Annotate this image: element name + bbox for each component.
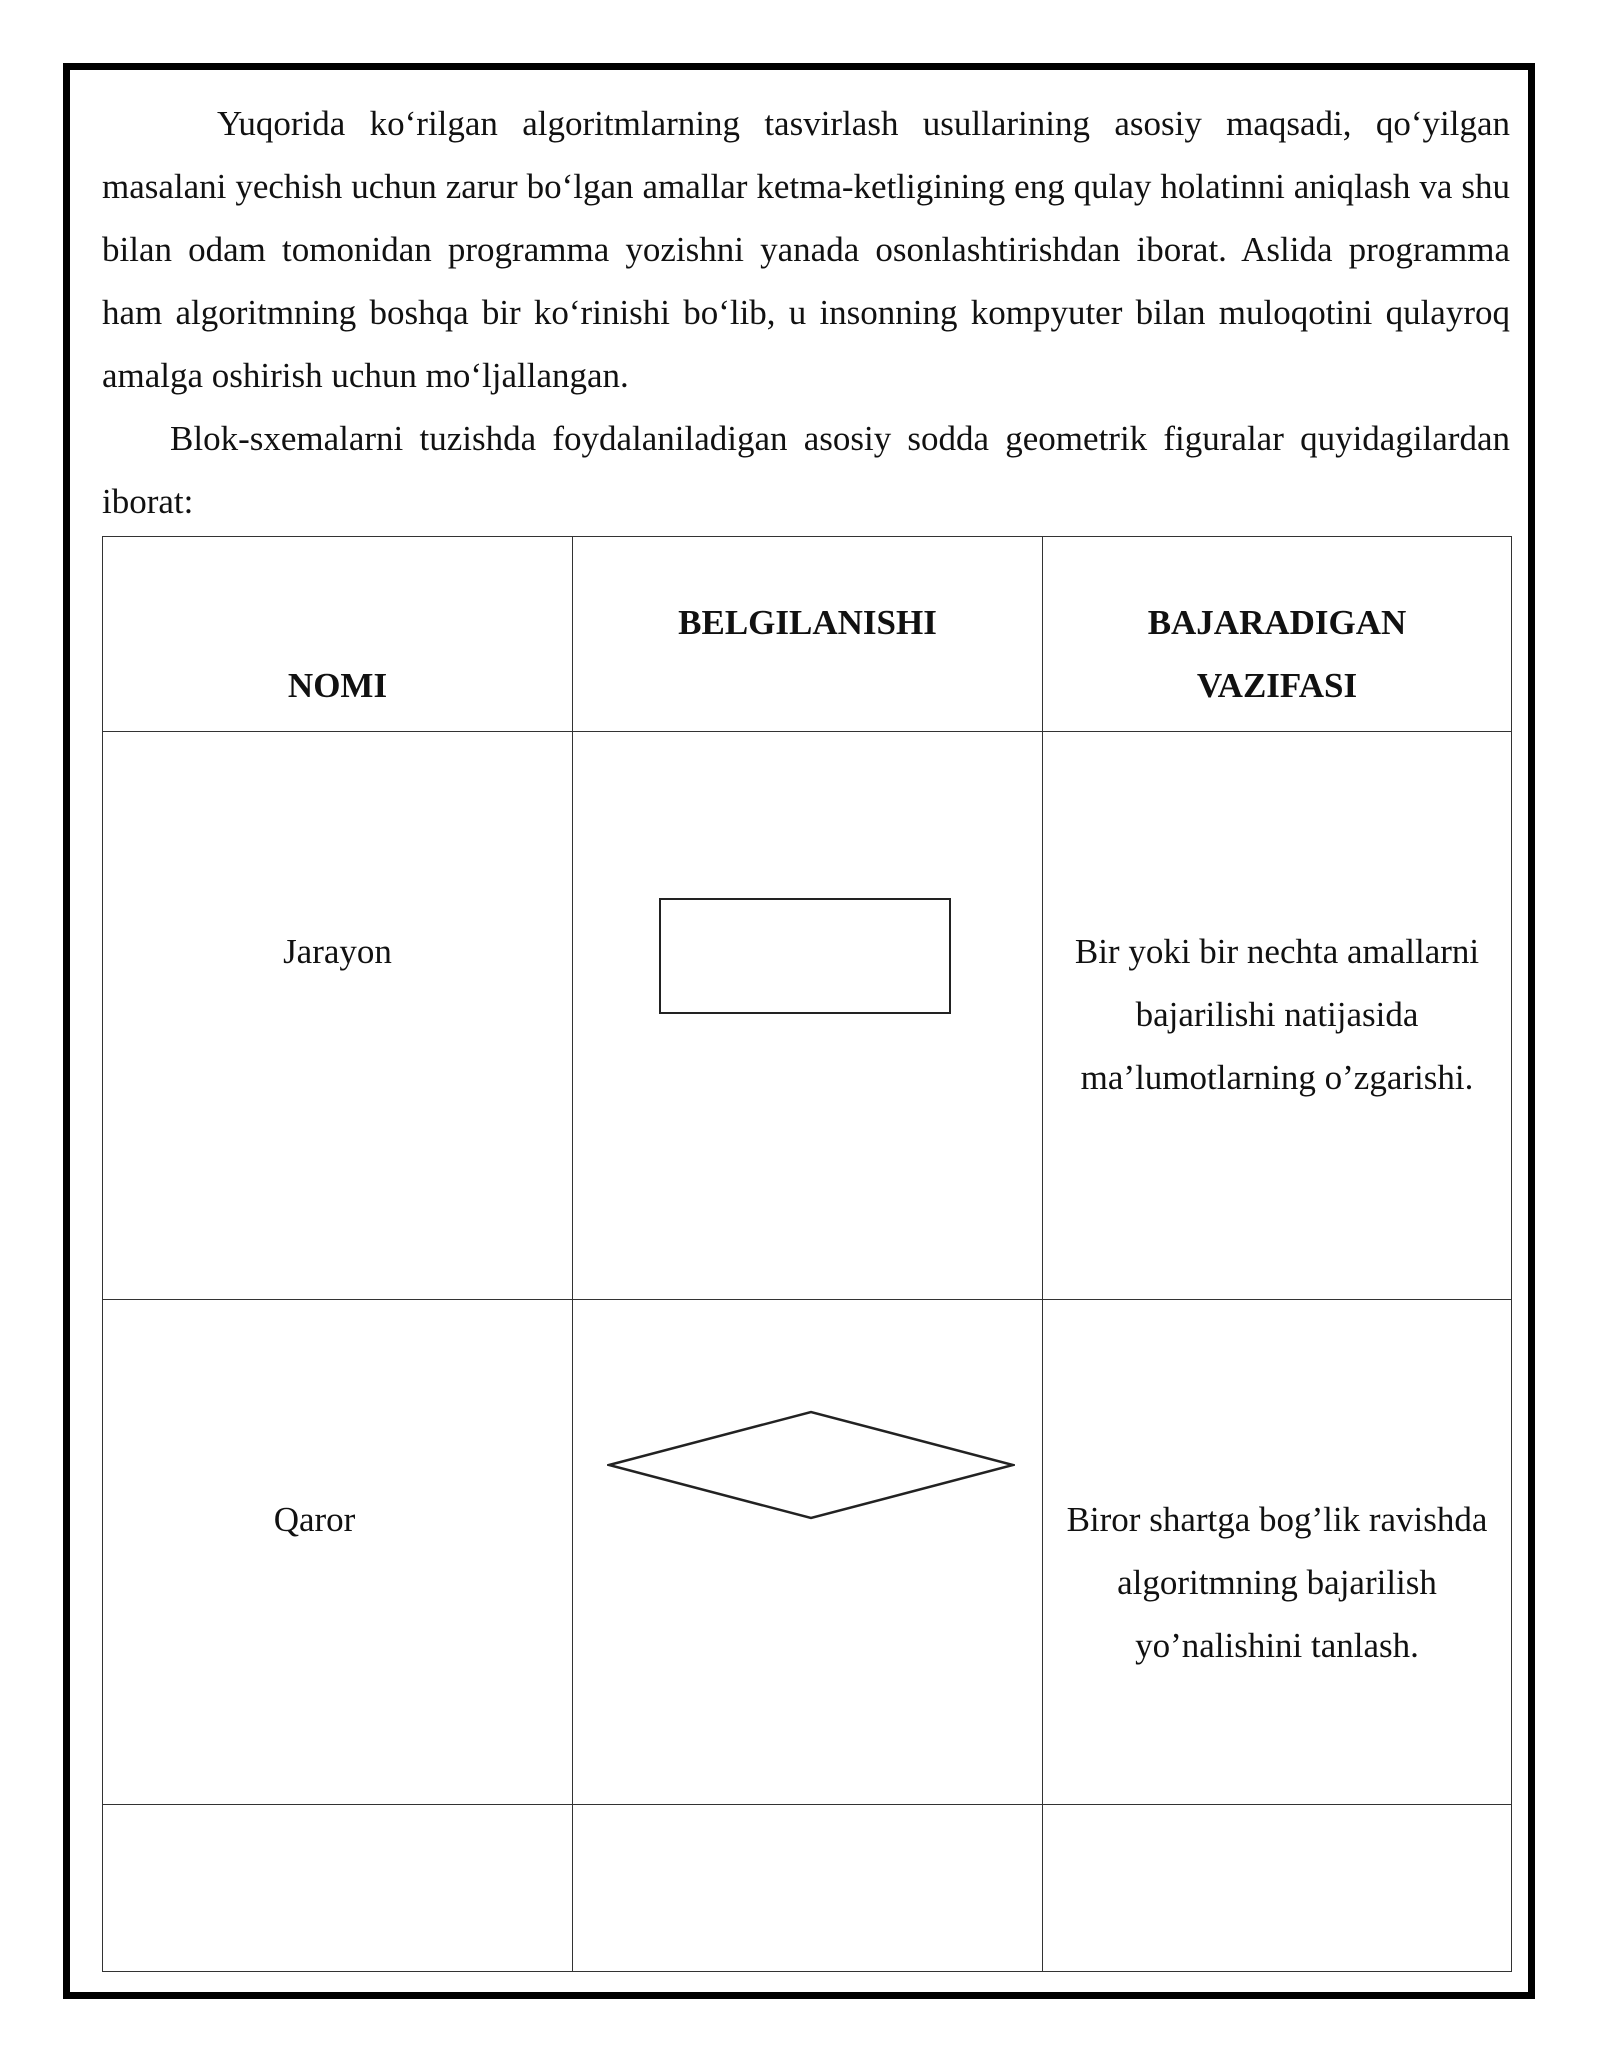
header-name-cell — [103, 537, 573, 732]
row-name: Jarayon — [283, 932, 392, 971]
header-symbol: BELGILANISHI — [678, 603, 937, 642]
document-body — [102, 92, 1510, 533]
header-symbol-cell — [573, 537, 1043, 732]
flowchart-symbols-table — [102, 536, 1512, 1972]
empty-cell — [573, 1805, 1043, 1972]
header-function-line1: BAJARADIGAN — [1147, 603, 1407, 642]
table-row — [103, 732, 1512, 1300]
row-description: Bir yoki bir nechta amallarni bajarilishi natijasida ma’lumotlarning o’zgarishi. — [1074, 932, 1480, 1097]
header-function — [1043, 591, 1511, 717]
process-rectangle-icon — [659, 898, 951, 1014]
row-description-cell — [1043, 732, 1512, 1300]
row-description-cell — [1043, 1300, 1512, 1805]
row-symbol-cell — [573, 732, 1043, 1300]
page-border — [63, 63, 1535, 1999]
header-function-cell — [1043, 537, 1512, 732]
row-description: Biror shartga bog’lik ravishda algoritmning bajarilish yo’nalishini tanlash. — [1066, 1500, 1488, 1665]
decision-diamond-icon — [607, 1410, 1015, 1520]
figures-intro-paragraph: Blok-sxemalarni tuzishda foydalaniladigan asosiy sodda geometrik figuralar quyidagilardan iborat: — [102, 419, 1510, 521]
header-name: NOMI — [287, 666, 388, 705]
empty-cell — [1043, 1805, 1512, 1972]
intro-paragraph: Yuqorida ko‘rilgan algoritmlarning tasvirlash usullarining asosiy maqsadi, qo‘yilgan masalani yechish uchun zarur bo‘lgan amallar ketma-ketligining eng qulay holatinni aniqlash va shu bilan odam tomonidan programma yozishni yanada osonlashtirishdan iborat. Aslida programma ham algoritmning boshqa bir ko‘rinishi bo‘lib, u insonning kompyuter bilan muloqotini qulayroq amalga oshirish uchun mo‘ljallangan. — [102, 104, 1510, 395]
row-name-cell — [103, 732, 573, 1300]
empty-cell — [103, 1805, 573, 1972]
table-row — [103, 1300, 1512, 1805]
row-symbol-cell — [573, 1300, 1043, 1805]
header-function-line2: VAZIFASI — [1196, 666, 1358, 705]
table-header-row — [103, 537, 1512, 732]
row-name: Qaror — [273, 1500, 356, 1539]
table-row — [103, 1805, 1512, 1972]
row-name-cell — [103, 1300, 573, 1805]
